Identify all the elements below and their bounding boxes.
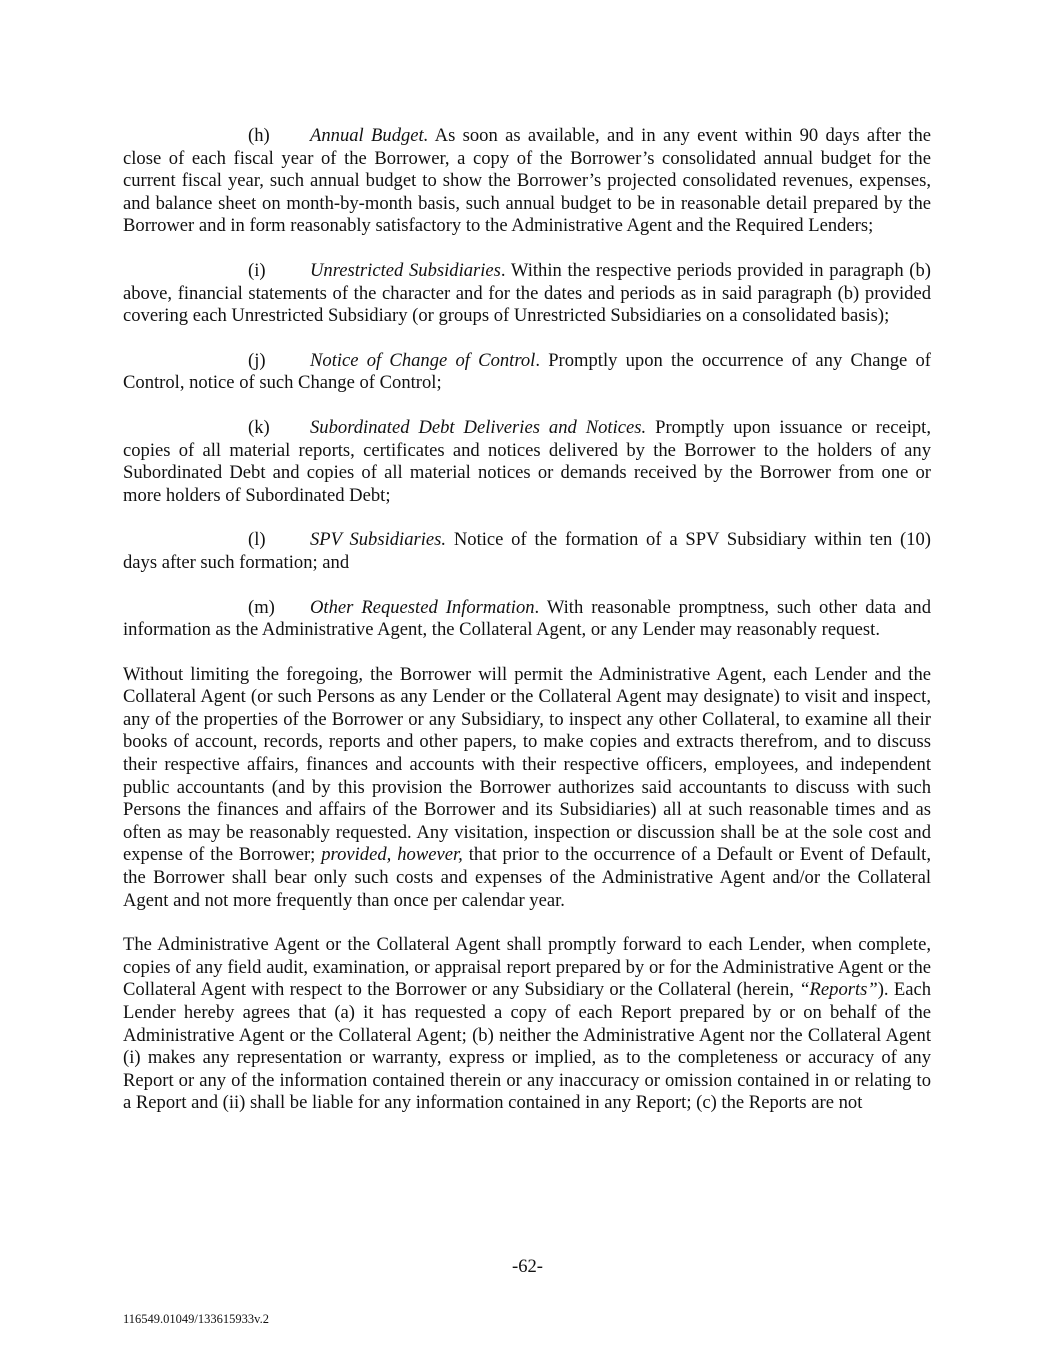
item-text: Notice of the formation of a SPV Subsidiary within ten (10) days after such formation; and [123,529,931,573]
item-label: (h) [248,125,270,146]
item-i [123,260,931,328]
item-k [123,417,931,507]
item-title: Unrestricted Subsidiaries [310,259,501,281]
item-label: (l) [248,529,266,551]
item-title: Subordinated Debt Deliveries and Notices. [310,416,647,438]
document-body [123,125,931,1137]
item-l [123,529,931,574]
item-title: SPV Subsidiaries. [310,529,447,551]
item-j [123,350,931,395]
item-h [123,125,931,238]
paragraph-text: ). Each Lender hereby agrees that (a) it has requested a copy of each Report prepared by or on behalf of the Administrative Agent or the Collateral Agent; (b) neither the Administrative Agent nor the Collateral Agent (i) makes any representation or warranty, express or implied, as to the completeness or accuracy of any Report or any of the information contained therein or any inaccuracy or omission contained in or relating to a Report and (ii) shall be liable for any information contained in any Report; (c) the Reports are not [123,979,931,1114]
item-title: Other Requested Information [310,596,535,618]
item-title: Annual Budget. [310,125,429,146]
paragraph-emphasis: “Reports” [799,979,878,1001]
paragraph-emphasis: provided, however, [321,844,463,866]
item-title: Notice of Change of Control [310,349,536,371]
item-label: (k) [248,416,270,438]
item-label: (i) [248,259,266,281]
item-m [123,597,931,642]
paragraph-text: Without limiting the foregoing, the Borrower will permit the Administrative Agent, each Lender and the Collateral Agent (or such Persons as any Lender or the Collateral Agent may designate) to visit and inspect, any of the properties of the Borrower or any Subsidiary, to inspect any other Collateral, to examine all their books of account, records, reports and other papers, to make copies and extracts therefrom, and to discuss their respective affairs, finances and accounts with their respective officers, employees, and independent public accountants (and by this provision the Borrower authorizes said accountants to discuss with such Persons the finances and affairs of the Borrower and its Subsidiaries) all at such reasonable times and as often as may be reasonably requested. Any visitation, inspection or discussion shall be at the sole cost and expense of the Borrower; [123,663,931,866]
inspection-paragraph [123,664,931,913]
paragraph-text: that prior to the occurrence of a Default or Event of Default, the Borrower shall bear only such costs and expenses of the Administrative Agent and/or the Collateral Agent and not more frequently than once per calendar year. [123,844,931,911]
item-text: Promptly upon issuance or receipt, copies of all material reports, certificates and notices delivered by the Borrower to the holders of any Subordinated Debt and copies of all material notices or demands received by the Borrower from one or more holders of Subordinated Debt; [123,416,931,506]
item-label: (m) [248,596,275,618]
item-label: (j) [248,349,266,371]
page-number: -62- [512,1256,543,1277]
item-text: As soon as available, and in any event within 90 days after the close of each fiscal year of the Borrower, a copy of the Borrower’s consolidated annual budget for the current fiscal year, such annual budget to show the Borrower’s projected consolidated revenues, expenses, and balance sheet on month-by-month basis, such annual budget to be in reasonable detail prepared by the Borrower and in form reasonably satisfactory to the Administrative Agent and the Required Lenders; [123,125,931,237]
document-id: 116549.01049/133615933v.2 [123,1312,269,1326]
item-text: . Within the respective periods provided in paragraph (b) above, financial statements of the character and for the dates and periods as in said paragraph (b) provided covering each Unrestricted Subsidiary (or groups of Unrestricted Subsidiaries on a consolidated basis); [123,259,931,327]
paragraph-text: The Administrative Agent or the Collateral Agent shall promptly forward to each Lender, when complete, copies of any field audit, examination, or appraisal report prepared by or for the Administrative Agent or the Collateral Agent with respect to the Borrower or any Subsidiary or the Collateral (herein, [123,934,931,1001]
reports-paragraph [123,934,931,1115]
item-text: . Promptly upon the occurrence of any Change of Control, notice of such Change of Control; [123,349,931,394]
item-text: . With reasonable promptness, such other data and information as the Administrative Agent, the Collateral Agent, or any Lender may reasonably request. [123,596,931,641]
